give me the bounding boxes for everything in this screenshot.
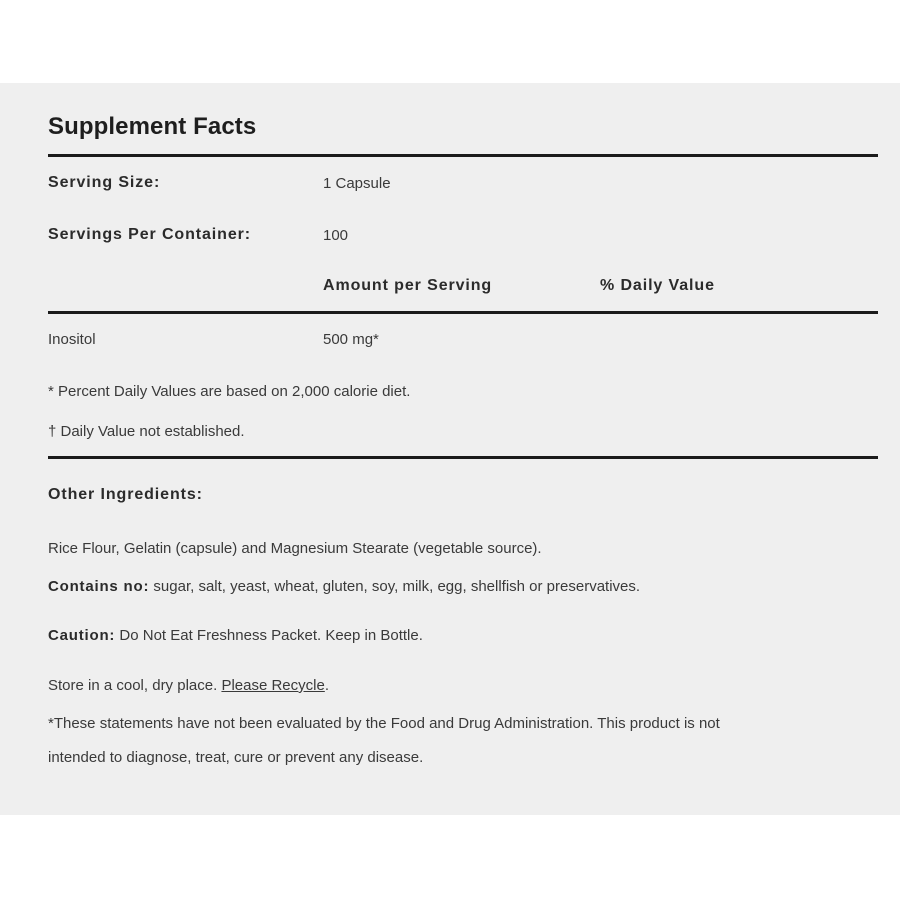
dagger-note: † Daily Value not established. [48,423,245,440]
caution-text: Do Not Eat Freshness Packet. Keep in Bottle. [115,627,423,644]
title-divider [48,154,878,157]
supplement-facts-panel [0,83,900,815]
other-ingredients-text: Rice Flour, Gelatin (capsule) and Magnesium Stearate (vegetable source). [48,540,542,557]
daily-value-header: % Daily Value [600,277,715,294]
storage-text: Store in a cool, dry place. [48,677,222,694]
contains-no-text: sugar, salt, yeast, wheat, gluten, soy, milk, egg, shellfish or preservatives. [149,578,641,595]
servings-per-container-label: Servings Per Container: [48,226,251,243]
serving-size-value: 1 Capsule [323,175,391,192]
servings-per-container-value: 100 [323,227,349,244]
contains-no-line [48,578,640,595]
percent-dv-note: * Percent Daily Values are based on 2,000 calorie diet. [48,383,411,400]
nutrient-divider [48,311,878,314]
disclaimer-line-2: intended to diagnose, treat, cure or prevent any disease. [48,749,424,766]
nutrient-amount: 500 mg* [323,331,379,348]
caution-label: Caution: [48,627,116,644]
serving-size-label: Serving Size: [48,174,161,191]
other-ingredients-heading: Other Ingredients: [48,486,203,503]
storage-line [48,677,329,694]
notes-divider [48,456,878,459]
caution-line [48,627,423,644]
nutrient-name: Inositol [48,331,96,348]
recycle-link[interactable]: Please Recycle [221,677,325,694]
page-title: Supplement Facts [48,113,257,140]
contains-no-label: Contains no: [48,578,150,595]
disclaimer-line-1: *These statements have not been evaluated by the Food and Drug Administration. This product is not [48,715,720,732]
storage-suffix: . [324,677,329,694]
amount-per-serving-header: Amount per Serving [323,277,493,294]
